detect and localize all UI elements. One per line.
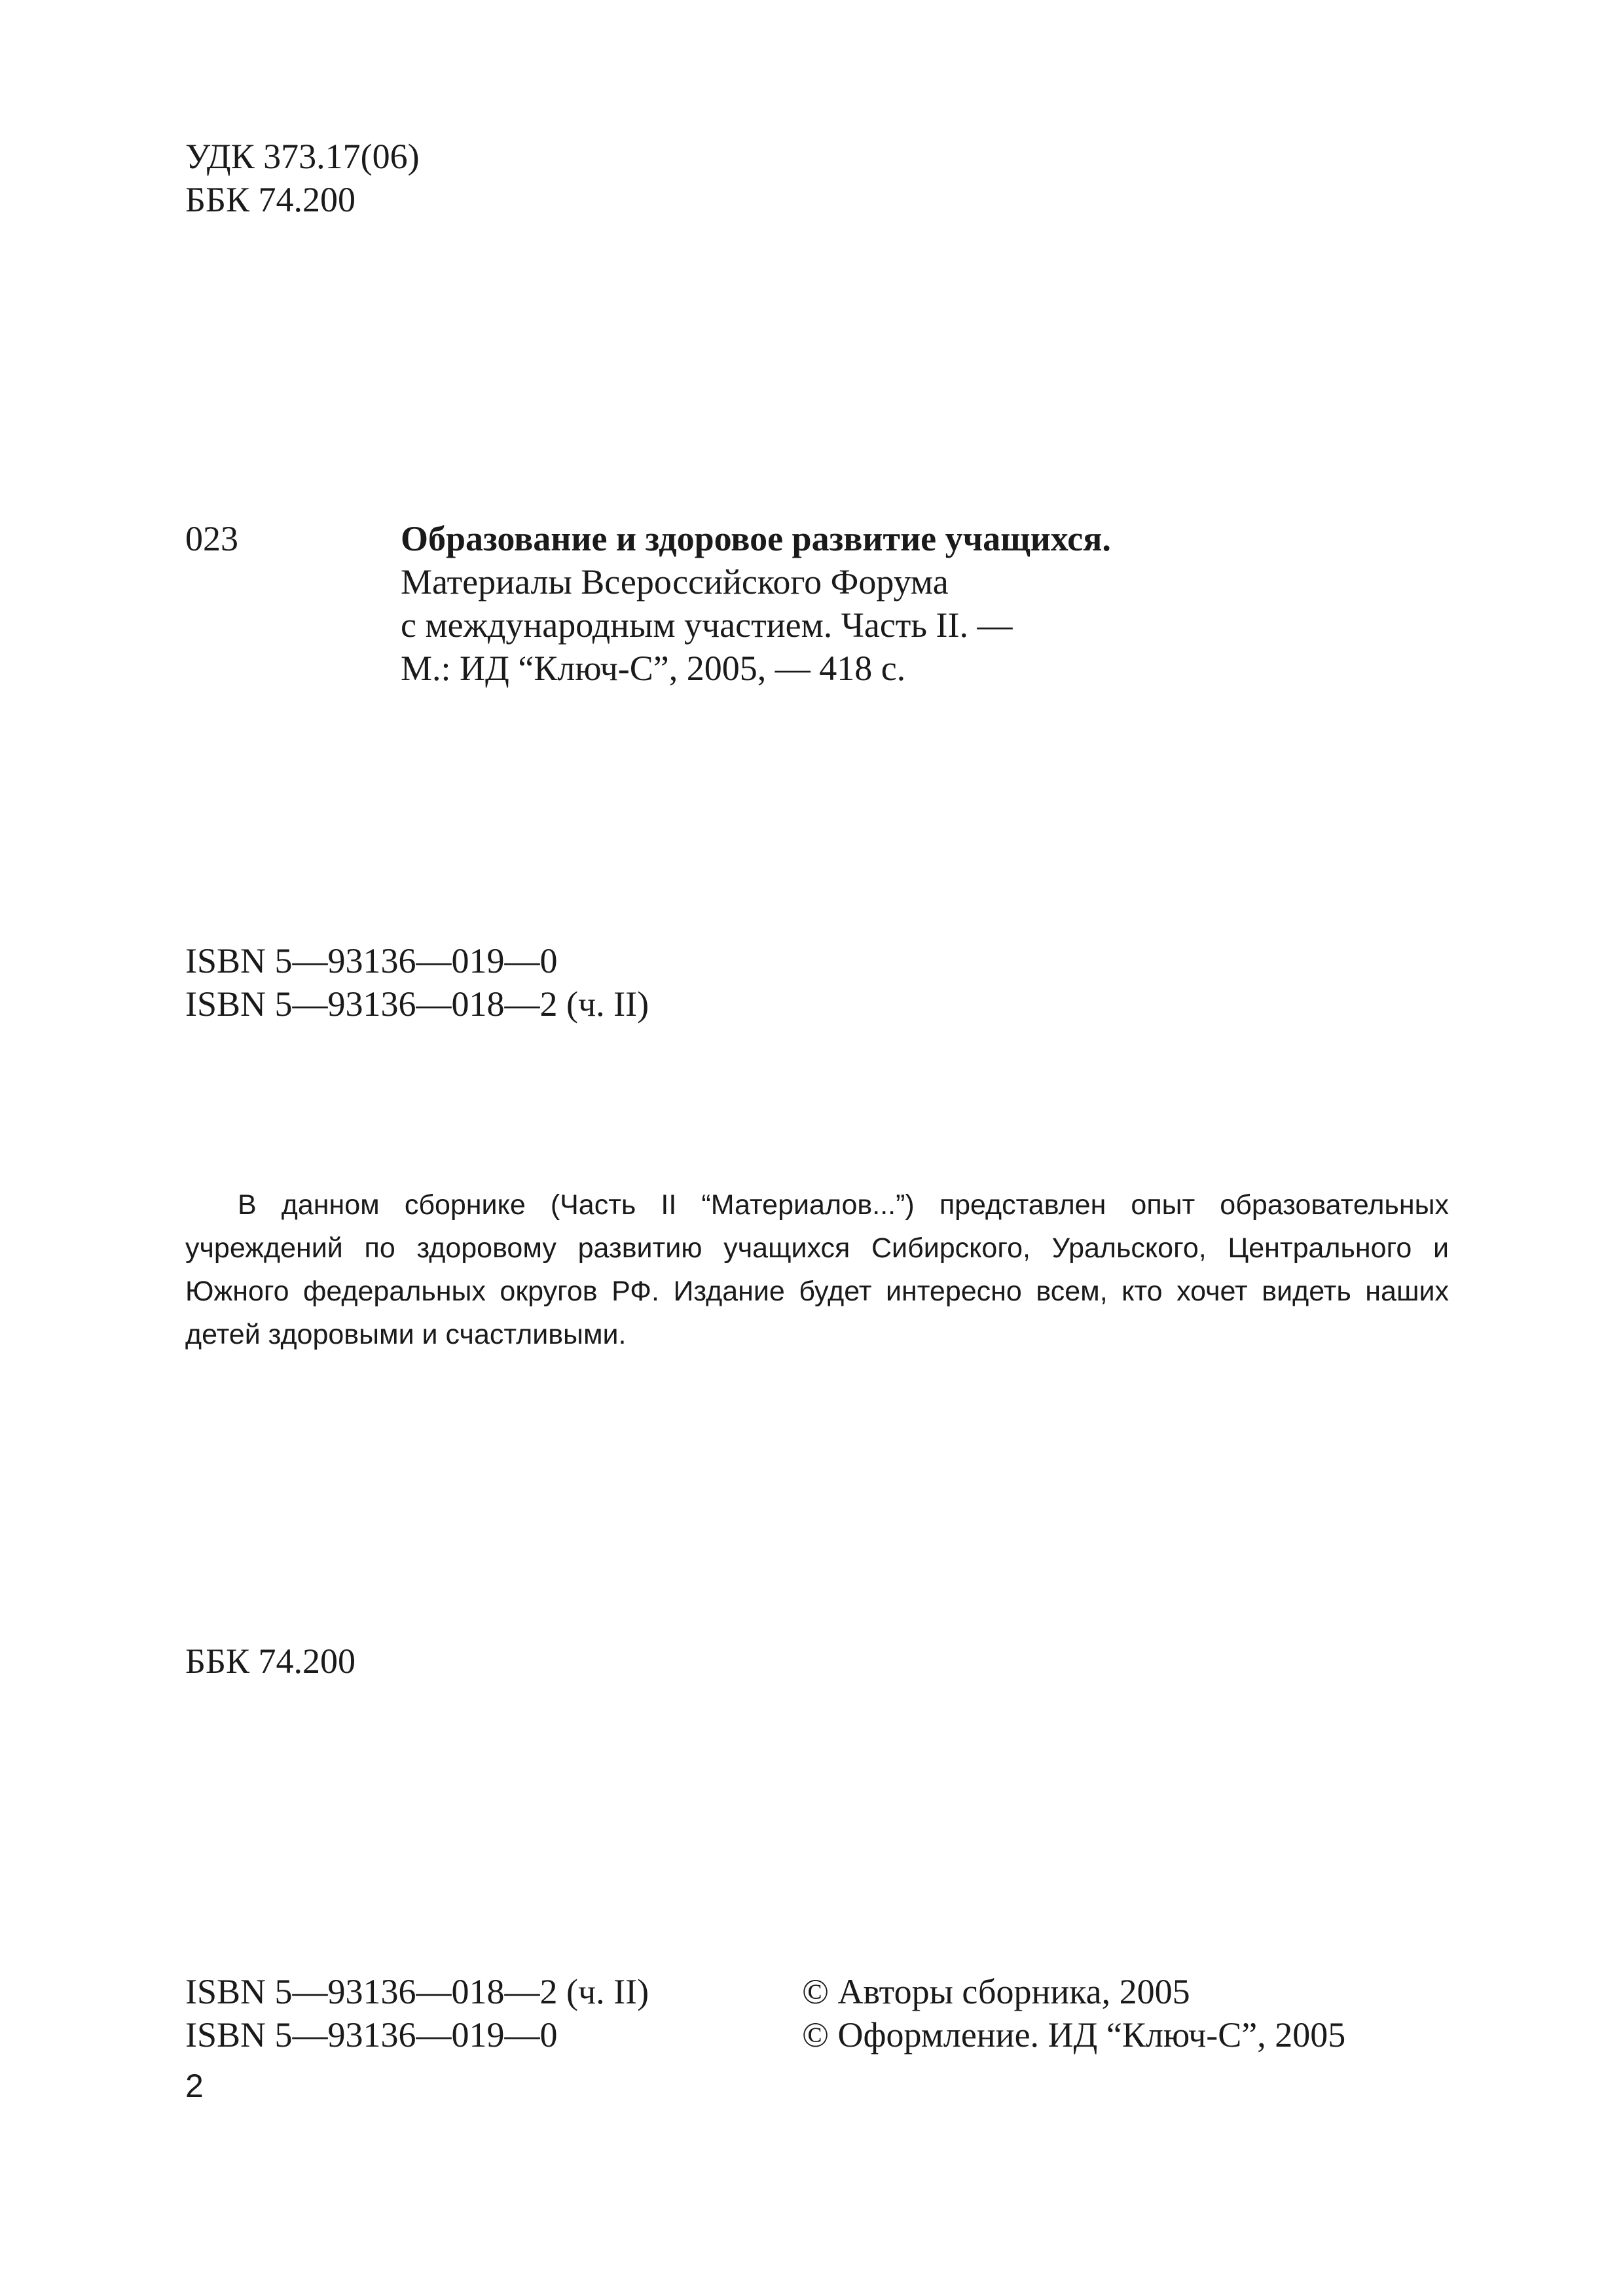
book-title: Образование и здоровое развитие учащихся. [401,519,1111,558]
isbn-line: ISBN 5—93136—018—2 (ч. II) [185,984,649,1024]
classification-block [185,135,420,221]
copyright-block [802,1970,1345,2056]
entry-line: с международным участием. Часть II. — [401,605,1013,645]
author-mark: 023 [185,519,238,558]
copyright-line: © Оформление. ИД “Ключ-С”, 2005 [802,2015,1346,2054]
page-number: 2 [185,2068,204,2104]
bbk-code: ББК 74.200 [185,180,356,219]
copyright-line: © Авторы сборника, 2005 [802,1972,1190,2011]
bbk-code-bottom: ББК 74.200 [185,1641,356,1681]
abstract [185,1183,1449,1356]
entry-line: М.: ИД “Ключ-С”, 2005, — 418 с. [401,649,906,688]
isbn-line: ISBN 5—93136—019—0 [185,941,558,980]
abstract-text: В данном сборнике (Часть II “Материалов...”) представлен опыт образовательных учреждений по здоровому развитию учащихся Сибирского, Уральского, Центрального и Южного федеральных округов РФ. Издание будет интересно всем, кто хочет видеть наших детей здоровыми и счастливыми. [185,1189,1449,1350]
entry-line: Материалы Всероссийского Форума [401,562,949,601]
isbn-line: ISBN 5—93136—018—2 (ч. II) [185,1972,649,2011]
isbn-line: ISBN 5—93136—019—0 [185,2015,558,2054]
udk-code: УДК 373.17(06) [185,137,420,176]
isbn-block-bottom [185,1970,649,2056]
catalog-entry [401,517,1111,690]
isbn-block-top [185,939,649,1026]
